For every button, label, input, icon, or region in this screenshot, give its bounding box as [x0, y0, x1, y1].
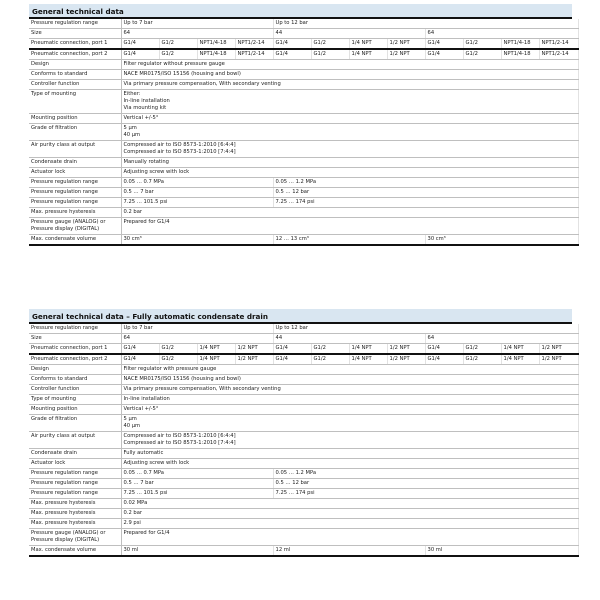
table-row [29, 385, 578, 395]
table-cell: 1/2 NPT [235, 354, 273, 365]
table-cell: G1/4 [425, 39, 463, 50]
table-cell [121, 415, 578, 432]
row-label: Pressure regulation range [29, 198, 121, 208]
row-label: Max. condensate volume [29, 546, 121, 557]
row-label: Design [29, 60, 121, 70]
table-row [29, 90, 578, 114]
row-label [29, 529, 121, 546]
table-cell: G1/4 [273, 344, 311, 355]
table-cell [121, 141, 578, 158]
table-cell: G1/2 [311, 49, 349, 60]
row-label: Air purity class at output [29, 141, 121, 158]
table-cell: G1/2 [159, 354, 197, 365]
cell-line: 5 µm [123, 416, 137, 422]
automatic-drain-technical-data-section [29, 309, 572, 557]
table-cell: 64 [425, 29, 578, 39]
table-cell: 7.25 … 174 psi [273, 489, 578, 499]
table-cell: 0.05 … 0.7 MPa [121, 469, 273, 479]
row-label: Condensate drain [29, 158, 121, 168]
row-label: Actuator lock [29, 168, 121, 178]
section-title: General technical data – Fully automatic condensate drain [29, 309, 572, 324]
table-row [29, 519, 578, 529]
table-cell: G1/4 [121, 49, 159, 60]
table-cell: G1/2 [463, 49, 501, 60]
table-cell: 1/2 NPT [387, 354, 425, 365]
table-cell: Filter regulator with pressure gauge [121, 365, 578, 375]
table-cell: G1/4 [425, 354, 463, 365]
section-title: General technical data [29, 4, 572, 19]
table-row [29, 39, 578, 50]
row-label: Size [29, 29, 121, 39]
table-cell: NPT1/4-18 [501, 49, 539, 60]
table-row [29, 509, 578, 519]
cell-line: Compressed air to ISO 8573-1:2010 [6:4:4] [123, 433, 236, 439]
row-label [29, 218, 121, 235]
row-label: Type of mounting [29, 90, 121, 114]
row-label: Design [29, 365, 121, 375]
table-row [29, 49, 578, 60]
table-cell: G1/4 [273, 354, 311, 365]
row-label: Max. pressure hysteresis [29, 499, 121, 509]
table-cell: Manually rotating [121, 158, 578, 168]
table-cell: Vertical +/-5° [121, 114, 578, 124]
table-cell: G1/2 [463, 344, 501, 355]
table-cell: 0.2 bar [121, 509, 578, 519]
table-row [29, 546, 578, 557]
table-cell: Vertical +/-5° [121, 405, 578, 415]
table-cell: 0.05 … 1.2 MPa [273, 178, 578, 188]
table-cell: 1/2 NPT [539, 354, 578, 365]
table-cell [121, 90, 578, 114]
table-row [29, 529, 578, 546]
row-label: Type of mounting [29, 395, 121, 405]
table-cell: G1/2 [463, 39, 501, 50]
table-cell: 1/2 NPT [387, 39, 425, 50]
row-label: Pneumatic connection, port 1 [29, 344, 121, 355]
table-row [29, 235, 578, 246]
table-row [29, 178, 578, 188]
table-cell: 0.2 bar [121, 208, 578, 218]
table-row [29, 405, 578, 415]
cell-line: Pressure gauge (ANALOG) or [31, 530, 106, 536]
table-cell: 1/2 NPT [387, 49, 425, 60]
table-row [29, 168, 578, 178]
row-label: Mounting position [29, 405, 121, 415]
table-cell: 1/4 NPT [349, 39, 387, 50]
cell-line: 40 µm [123, 132, 141, 138]
table-cell: G1/4 [121, 344, 159, 355]
table-cell: Up to 7 bar [121, 324, 273, 334]
row-label: Pressure regulation range [29, 469, 121, 479]
cell-line: Pressure display (DIGITAL) [31, 226, 100, 232]
table-row [29, 395, 578, 405]
table-cell: Up to 12 bar [273, 19, 578, 29]
table-cell: Filter regulator without pressure gauge [121, 60, 578, 70]
table-cell: G1/4 [121, 354, 159, 365]
cell-line: Compressed air to ISO 8573-1:2010 [7:4:4] [123, 440, 236, 446]
table-row [29, 19, 578, 29]
table-cell: 44 [273, 334, 425, 344]
table-cell: Up to 7 bar [121, 19, 273, 29]
cell-line: Either: [123, 91, 141, 97]
table-cell: 2.9 psi [121, 519, 578, 529]
table-cell: NPT1/2-14 [235, 39, 273, 50]
row-label: Conforms to standard [29, 70, 121, 80]
table-cell: Via primary pressure compensation, With secondary venting [121, 80, 578, 90]
table-cell: In-line installation [121, 395, 578, 405]
table-cell: G1/4 [425, 344, 463, 355]
table-row [29, 479, 578, 489]
table-cell: G1/2 [159, 39, 197, 50]
table-cell: 1/4 NPT [349, 344, 387, 355]
table-cell: 1/4 NPT [501, 344, 539, 355]
table-cell: G1/4 [121, 39, 159, 50]
row-label: Pressure regulation range [29, 188, 121, 198]
row-label: Max. pressure hysteresis [29, 519, 121, 529]
table-cell: 1/4 NPT [501, 354, 539, 365]
table-cell: 30 ml [121, 546, 273, 557]
row-label: Pneumatic connection, port 2 [29, 354, 121, 365]
table-cell: NACE MR0175/ISO 15156 (housing and bowl) [121, 70, 578, 80]
table-cell: Prepared for G1/4 [121, 529, 578, 546]
table-row [29, 354, 578, 365]
table-cell: NPT1/4-18 [197, 49, 235, 60]
table-cell: 1/4 NPT [197, 354, 235, 365]
table-row [29, 198, 578, 208]
table-cell: Via primary pressure compensation, With secondary venting [121, 385, 578, 395]
cell-line: Via mounting kit [123, 105, 167, 111]
row-label: Pneumatic connection, port 1 [29, 39, 121, 50]
row-label: Grade of filtration [29, 415, 121, 432]
table-cell: G1/2 [311, 39, 349, 50]
cell-line: Pressure gauge (ANALOG) or [31, 219, 106, 225]
table-cell: 7.25 … 174 psi [273, 198, 578, 208]
table-cell: G1/2 [463, 354, 501, 365]
table-row [29, 344, 578, 355]
row-label: Controller function [29, 80, 121, 90]
table-row [29, 124, 578, 141]
cell-line: Pressure display (DIGITAL) [31, 537, 100, 543]
table-row [29, 334, 578, 344]
table-cell: 30 cm³ [425, 235, 578, 246]
table-cell: 30 ml [425, 546, 578, 557]
table-cell: Fully automatic [121, 449, 578, 459]
table-cell: NPT1/4-18 [197, 39, 235, 50]
table-cell: 12 ml [273, 546, 425, 557]
table-cell: 7.25 … 101.5 psi [121, 489, 273, 499]
table-cell: G1/2 [159, 344, 197, 355]
general-technical-data-section [29, 4, 572, 246]
table-cell: Prepared for G1/4 [121, 218, 578, 235]
table-cell: 64 [425, 334, 578, 344]
table-cell: NPT1/2-14 [539, 49, 578, 60]
table-cell: G1/2 [159, 49, 197, 60]
spec-table [29, 324, 579, 557]
table-cell: G1/2 [311, 354, 349, 365]
row-label: Pneumatic connection, port 2 [29, 49, 121, 60]
table-cell: Adjusting screw with lock [121, 168, 578, 178]
table-row [29, 114, 578, 124]
table-cell: 1/4 NPT [349, 49, 387, 60]
table-row [29, 499, 578, 509]
row-label: Pressure regulation range [29, 324, 121, 334]
table-cell: 64 [121, 29, 273, 39]
row-label: Mounting position [29, 114, 121, 124]
row-label: Conforms to standard [29, 375, 121, 385]
table-row [29, 375, 578, 385]
table-cell: 1/2 NPT [235, 344, 273, 355]
table-cell: NPT1/2-14 [539, 39, 578, 50]
table-cell: 1/4 NPT [197, 344, 235, 355]
table-row [29, 208, 578, 218]
table-cell: NACE MR0175/ISO 15156 (housing and bowl) [121, 375, 578, 385]
table-cell: 0.02 MPa [121, 499, 578, 509]
row-label: Size [29, 334, 121, 344]
table-cell: 1/2 NPT [387, 344, 425, 355]
table-row [29, 141, 578, 158]
table-row [29, 432, 578, 449]
row-label: Actuator lock [29, 459, 121, 469]
table-cell: 7.25 … 101.5 psi [121, 198, 273, 208]
table-row [29, 324, 578, 334]
row-label: Grade of filtration [29, 124, 121, 141]
table-row [29, 489, 578, 499]
table-cell: 12 … 13 cm³ [273, 235, 425, 246]
table-cell: 30 cm³ [121, 235, 273, 246]
row-label: Pressure regulation range [29, 489, 121, 499]
cell-line: Compressed air to ISO 8573-1:2010 [7:4:4] [123, 149, 236, 155]
table-cell: 0.5 … 7 bar [121, 479, 273, 489]
table-row [29, 459, 578, 469]
table-cell [121, 124, 578, 141]
cell-line: Compressed air to ISO 8573-1:2010 [6:4:4] [123, 142, 236, 148]
table-row [29, 188, 578, 198]
cell-line: 40 µm [123, 423, 141, 429]
row-label: Pressure regulation range [29, 19, 121, 29]
table-cell: 0.5 … 12 bar [273, 188, 578, 198]
table-cell: G1/4 [273, 39, 311, 50]
table-cell: Adjusting screw with lock [121, 459, 578, 469]
table-cell: 0.5 … 7 bar [121, 188, 273, 198]
table-cell: NPT1/4-18 [501, 39, 539, 50]
table-cell: 44 [273, 29, 425, 39]
table-cell: G1/2 [311, 344, 349, 355]
table-row [29, 469, 578, 479]
table-row [29, 70, 578, 80]
table-cell: G1/4 [273, 49, 311, 60]
row-label: Air purity class at output [29, 432, 121, 449]
table-row [29, 158, 578, 168]
table-cell: 0.05 … 0.7 MPa [121, 178, 273, 188]
table-row [29, 365, 578, 375]
table-row [29, 60, 578, 70]
table-cell: 0.5 … 12 bar [273, 479, 578, 489]
row-label: Max. pressure hysteresis [29, 208, 121, 218]
cell-line: 5 µm [123, 125, 137, 131]
row-label: Condensate drain [29, 449, 121, 459]
table-row [29, 218, 578, 235]
row-label: Max. condensate volume [29, 235, 121, 246]
table-row [29, 29, 578, 39]
spec-table [29, 19, 579, 246]
table-cell: NPT1/2-14 [235, 49, 273, 60]
row-label: Controller function [29, 385, 121, 395]
cell-line: In-line installation [123, 98, 170, 104]
table-cell: 64 [121, 334, 273, 344]
row-label: Max. pressure hysteresis [29, 509, 121, 519]
table-cell: Up to 12 bar [273, 324, 578, 334]
row-label: Pressure regulation range [29, 479, 121, 489]
table-row [29, 80, 578, 90]
table-row [29, 449, 578, 459]
table-cell [121, 432, 578, 449]
table-cell: 0.05 … 1.2 MPa [273, 469, 578, 479]
table-row [29, 415, 578, 432]
table-cell: 1/4 NPT [349, 354, 387, 365]
row-label: Pressure regulation range [29, 178, 121, 188]
table-cell: G1/4 [425, 49, 463, 60]
table-cell: 1/2 NPT [539, 344, 578, 355]
